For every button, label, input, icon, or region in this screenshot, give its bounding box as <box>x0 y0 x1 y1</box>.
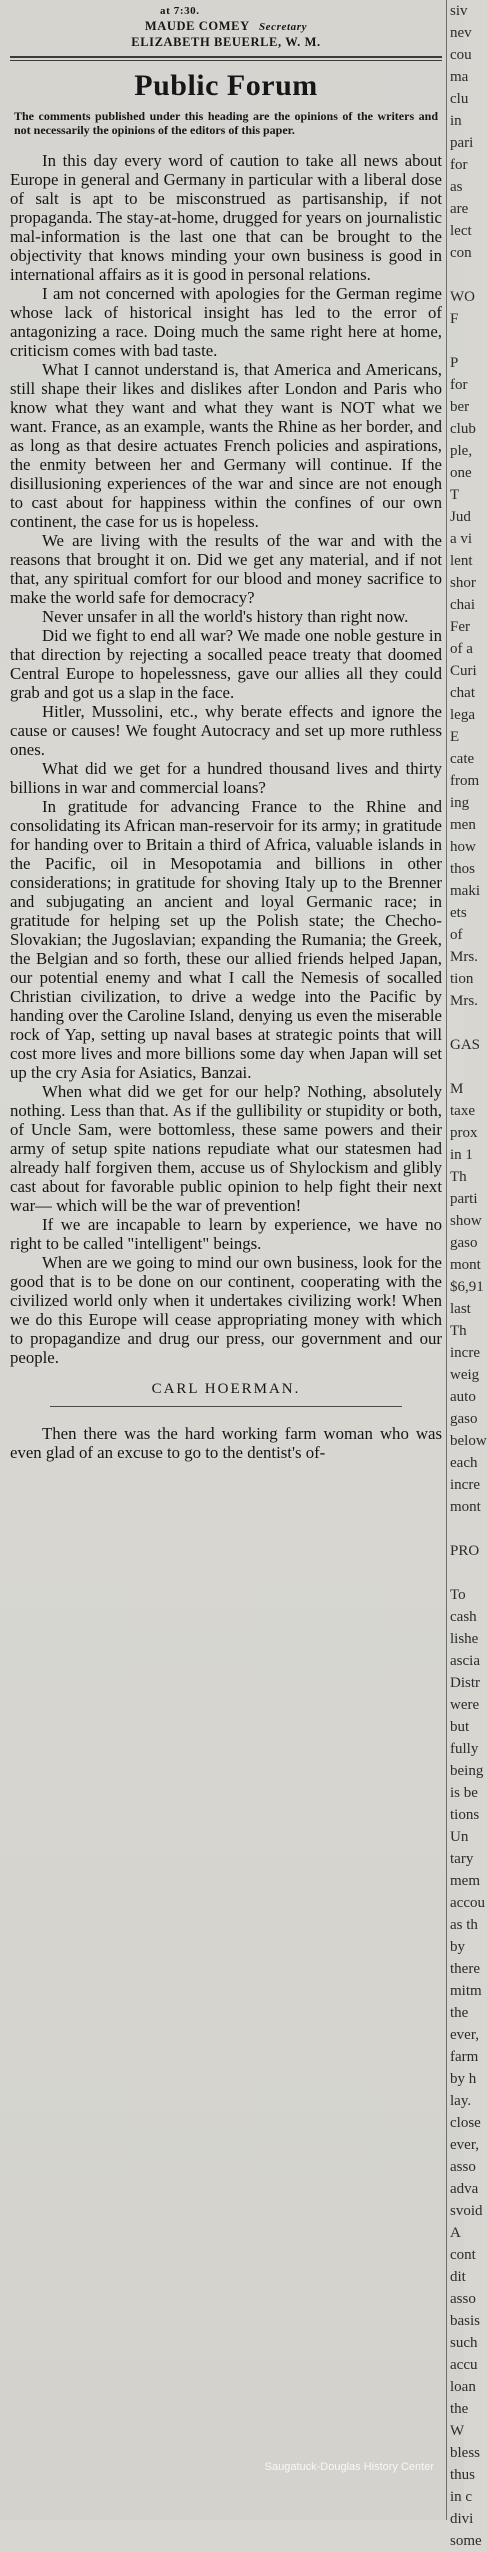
adjacent-column-fragment: M <box>450 1081 464 1097</box>
adjacent-column-fragment: Th <box>450 1323 467 1339</box>
adjacent-column-fragment: auto <box>450 1389 476 1405</box>
adjacent-column-fragment <box>450 264 464 286</box>
adjacent-column-fragment: cou <box>450 47 472 63</box>
secretary-name: MAUDE COMEY <box>144 19 250 33</box>
adjacent-column-fragment: $6,91 <box>450 1279 484 1295</box>
adjacent-column-fragment <box>450 1012 464 1034</box>
adjacent-column-fragment: shor <box>450 575 476 591</box>
adjacent-column-fragment: taxe <box>450 1103 475 1119</box>
adjacent-column-fragment: ever, <box>450 2027 479 2043</box>
adjacent-column-fragment: in 1 <box>450 1147 473 1163</box>
adjacent-column-fragment: how <box>450 839 476 855</box>
adjacent-column-fragment <box>450 330 464 352</box>
adjacent-column-fragment: W <box>450 2423 465 2439</box>
adjacent-column-fragment: lect <box>450 223 472 239</box>
adjacent-column-fragment <box>450 1518 464 1540</box>
adjacent-column-fragment: ple, <box>450 443 473 459</box>
adjacent-column-fragment: Curi <box>450 663 477 679</box>
letter-signature: CARL HOERMAN. <box>151 1381 301 1397</box>
adjacent-column-fragment: tary <box>450 1851 474 1867</box>
adjacent-column-fragment: being <box>450 1763 484 1779</box>
archive-watermark: Saugatuck-Douglas History Center <box>264 2461 434 2473</box>
adjacent-column-fragment: one <box>450 465 472 481</box>
adjacent-column-fragment: asso <box>450 2159 476 2175</box>
section-divider <box>10 56 442 58</box>
adjacent-column-fragment: con <box>450 245 472 261</box>
column-rule <box>446 0 447 2520</box>
adjacent-column-fragment: ma <box>450 69 469 85</box>
adjacent-column-fragment: such <box>450 2335 478 2351</box>
adjacent-column-fragment: chat <box>450 685 475 701</box>
letter-paragraph: I am not concerned with apologies for the German regime whose lack of historical insight has led to the error of antagonizing a race. Doing much the same right here at home, criticism comes with bad taste. <box>10 284 442 360</box>
letter-paragraph: When what did we get for our help? Nothing, absolutely nothing. Less than that. As if the gullibility or stupidity or both, of Uncle Sam, were bottomless, these same powers and their army of setup spite nations repudiate what our statesmen had already half forgiven them, accuse us of Shylockism and glibly cast about for favorable public opinion to help fight their next war— which will be the war of prevention! <box>10 1082 442 1215</box>
meeting-time: at 7:30. <box>160 5 200 17</box>
adjacent-column-fragment: WO <box>450 289 475 305</box>
adjacent-column-fragment: Mrs. <box>450 949 478 965</box>
adjacent-column-fragment: prox <box>450 1125 478 1141</box>
adjacent-column-fragment: tions <box>450 1807 480 1823</box>
adjacent-column-fragment: PRO <box>450 1543 480 1559</box>
letter-paragraph: What I cannot understand is, that America and Americans, still shape their likes and dislikes after London and Paris who know what they want and what they want is NOT what we want. France, as an example, wants the Rhine as her border, and as long as that desire actuates French policies and aspirations, the enmity between her and Germany will continue. If the disillusioning experiences of the war and since are not enough to cast about for happiness within the confines of our own continent, the case for us is hopeless. <box>10 360 442 531</box>
letter-body <box>10 151 442 1367</box>
secretary-role: Secretary <box>258 21 308 33</box>
adjacent-column-fragment: are <box>450 201 469 217</box>
adjacent-column-fragment: cash <box>450 1609 477 1625</box>
adjacent-column-fragment <box>450 1562 464 1584</box>
adjacent-column-fragment: T <box>450 487 460 503</box>
adjacent-column-fragment: lay. <box>450 2093 472 2109</box>
adjacent-column-fragment: accu <box>450 2357 478 2373</box>
adjacent-column-fragment: pari <box>450 135 474 151</box>
adjacent-column-fragment: close <box>450 2115 481 2131</box>
adjacent-column-fragment: dit <box>450 2269 466 2285</box>
adjacent-column-fragment: loan <box>450 2379 476 2395</box>
article-separator <box>50 1406 402 1407</box>
adjacent-column-fragment: each <box>450 1455 478 1471</box>
adjacent-column-fragment: parti <box>450 1191 478 1207</box>
adjacent-column-fragment: thus <box>450 2467 476 2483</box>
adjacent-column-fragment: mont <box>450 1499 481 1515</box>
adjacent-column-fragment: ing <box>450 795 470 811</box>
letter-paragraph: We are living with the results of the war and with the reasons that brought it on. Did we get any material, and if not that, any spiritual comfort for our blood and money sacrifice to make the world safe for democracy? <box>10 531 442 607</box>
adjacent-column-fragment: is be <box>450 1785 478 1801</box>
adjacent-column-fragment: a vi <box>450 531 473 547</box>
adjacent-column-fragment: Distr <box>450 1675 480 1691</box>
adjacent-column-fragment: Mrs. <box>450 993 478 1009</box>
adjacent-column-fragment: were <box>450 1697 480 1713</box>
adjacent-column-fragment: farm <box>450 2049 479 2065</box>
adjacent-column-fragment: accou <box>450 1895 485 1911</box>
adjacent-column-fragment: lega <box>450 707 475 723</box>
adjacent-column-fragment: for <box>450 377 468 393</box>
adjacent-column-fragment: P <box>450 355 459 371</box>
adjacent-column-fragment: by h <box>450 2071 477 2087</box>
secretary-line <box>10 19 442 35</box>
adjacent-column-fragment: mem <box>450 1873 480 1889</box>
adjacent-column-fragment: Un <box>450 1829 469 1845</box>
adjacent-column-fragment: as th <box>450 1917 478 1933</box>
adjacent-column-fragment: svoid <box>450 2203 483 2219</box>
adjacent-column-fragment: incre <box>450 1345 480 1361</box>
adjacent-column-fragment: lent <box>450 553 473 569</box>
adjacent-column-fragment: tion <box>450 971 474 987</box>
adjacent-column-fragment: of <box>450 927 463 943</box>
adjacent-column-fragment: Th <box>450 1169 467 1185</box>
adjacent-column-fragment: A <box>450 2225 461 2241</box>
adjacent-column-fragment: E <box>450 729 460 745</box>
adjacent-column-fragment: weig <box>450 1367 480 1383</box>
adjacent-column-fragment: from <box>450 773 480 789</box>
adjacent-column-fragment: F <box>450 311 459 327</box>
lodge-notice-tail <box>10 4 442 50</box>
adjacent-column-fragment: as <box>450 179 463 195</box>
adjacent-column-fragment: the <box>450 2005 469 2021</box>
adjacent-column-fragment: siv <box>450 3 468 19</box>
letter-paragraph: What did we get for a hundred thousand lives and thirty billions in war and commercial loans? <box>10 759 442 797</box>
adjacent-column-fragment: GAS <box>450 1037 481 1053</box>
adjacent-column-fragment: bless <box>450 2445 480 2461</box>
adjacent-column-fragment: thos <box>450 861 476 877</box>
adjacent-column-fragment: lishe <box>450 1631 479 1647</box>
adjacent-column-fragment: in c <box>450 2489 473 2505</box>
adjacent-column-fragment: of a <box>450 641 473 657</box>
letter-paragraph: In gratitude for advancing France to the Rhine and consolidating its African man-reservoir for its army; in gratitude for handing over to Britain a third of Africa, valuable islands in the Pacific, oil in Mesopotamia and billions in other considerations; in gratitude for shoving Italy up to the Brenner and subjugating an ancient and loyal Germanic race; in gratitude for helping set up the Polish state; the Checho-Slovakian; the Jugoslavian; expanding the Rumania; the Greek, the Belgian and so forth, these our allied friends helped Japan, our potential enemy and what I call the Nemesis of socalled Christian civilization, to drive a wedge into the Pacific by handing over the Caroline Island, denying us even the miserable rock of Yap, setting up naval bases at strategic points that will cost more lives and more billions some day when Japan will set up the cry Asia for Asiatics, Banzai. <box>10 797 442 1082</box>
adjacent-column-fragment: the <box>450 2401 469 2417</box>
adjacent-column-fragment: basis <box>450 2313 480 2329</box>
letter-paragraph: When are we going to mind our own business, look for the good that is to be done on our continent, cooperating with the civilized world only when it undertakes civilizing work! When we do this Europe will cease appropriating money with which to propagandize and drug our press, our government and our people. <box>10 1253 442 1367</box>
section-divider-thin <box>10 60 442 61</box>
adjacent-column-fragment: ever, <box>450 2137 479 2153</box>
letter-paragraph: In this day every word of caution to take all news about Europe in general and Germany in particular with a liberal dose of salt is apt to be misconstrued as partisanship, if not propaganda. The stay-at-home, drugged for years on journalistic mal-information is the last one that can be brought to the objectivity that knows minding your own business is good in international affairs as it is good in personal relations. <box>10 151 442 284</box>
letter-paragraph: Never unsafer in all the world's history than right now. <box>42 607 409 626</box>
adjacent-column-fragment: men <box>450 817 476 833</box>
adjacent-column-fragment: in <box>450 113 462 129</box>
adjacent-column-fragment: club <box>450 421 476 437</box>
adjacent-column-fragment: To <box>450 1587 466 1603</box>
public-forum-column <box>10 0 442 1479</box>
adjacent-column-fragment: Fer <box>450 619 470 635</box>
letter-paragraph: If we are incapable to learn by experience, we have no right to be called "intelligent" beings. <box>10 1215 442 1253</box>
adjacent-column-fragment: ets <box>450 905 467 921</box>
adjacent-column-fragment: ascia <box>450 1653 480 1669</box>
adjacent-column-fragment: cate <box>450 751 475 767</box>
letter-paragraph: Did we fight to end all war? We made one noble gesture in that direction by rejecting a socalled peace treaty that doomed Central Europe to hopelessness, gave our allies all they could grab and got us a slap in the face. <box>10 626 442 702</box>
adjacent-column-fragment <box>450 1056 464 1078</box>
adjacent-column-fragment: show <box>450 1213 482 1229</box>
adjacent-column-fragment: incre <box>450 1477 480 1493</box>
adjacent-column-fragment: there <box>450 1961 480 1977</box>
adjacent-column-fragment: some <box>450 2533 482 2549</box>
adjacent-column-fragment: last <box>450 1301 471 1317</box>
adjacent-column-fragment: ber <box>450 399 470 415</box>
adjacent-column-fragment: clu <box>450 91 469 107</box>
adjacent-column-fragment: gaso <box>450 1235 478 1251</box>
adjacent-column-fragment: adva <box>450 2181 479 2197</box>
editorial-disclaimer: The comments published under this heading are the opinions of the writers and not necessarily the opinions of the editors of this paper. <box>14 109 438 137</box>
adjacent-column-fragment: below <box>450 1433 487 1449</box>
adjacent-column-fragment: for <box>450 157 468 173</box>
adjacent-column-fragment: fully <box>450 1741 479 1757</box>
letter-paragraph: Hitler, Mussolini, etc., why berate effects and ignore the cause or causes! We fought Autocracy and set up more ruthless ones. <box>10 702 442 759</box>
adjacent-column-fragment: by <box>450 1939 465 1955</box>
adjacent-column-fragment: cont <box>450 2247 476 2263</box>
adjacent-column-fragment: but <box>450 1719 470 1735</box>
column-title: Public Forum <box>134 69 318 102</box>
adjacent-column-fragment: divi <box>450 2511 474 2527</box>
adjacent-column-fragment: asso <box>450 2291 476 2307</box>
worthy-matron-line: ELIZABETH BEUERLE, W. M. <box>131 35 321 49</box>
adjacent-column-fragment: maki <box>450 883 480 899</box>
adjacent-column-fragment: Jud <box>450 509 471 525</box>
adjacent-column-fragment: nev <box>450 25 472 41</box>
adjacent-column-fragment: gaso <box>450 1411 478 1427</box>
adjacent-column-fragment: chai <box>450 597 475 613</box>
adjacent-column-fragment: mont <box>450 1257 481 1273</box>
adjacent-column-fragments <box>450 0 487 2549</box>
next-article-paragraph: Then there was the hard working farm woman who was even glad of an excuse to go to the dentist's of- <box>10 1423 442 1462</box>
adjacent-column-fragment: mitm <box>450 1983 482 1999</box>
